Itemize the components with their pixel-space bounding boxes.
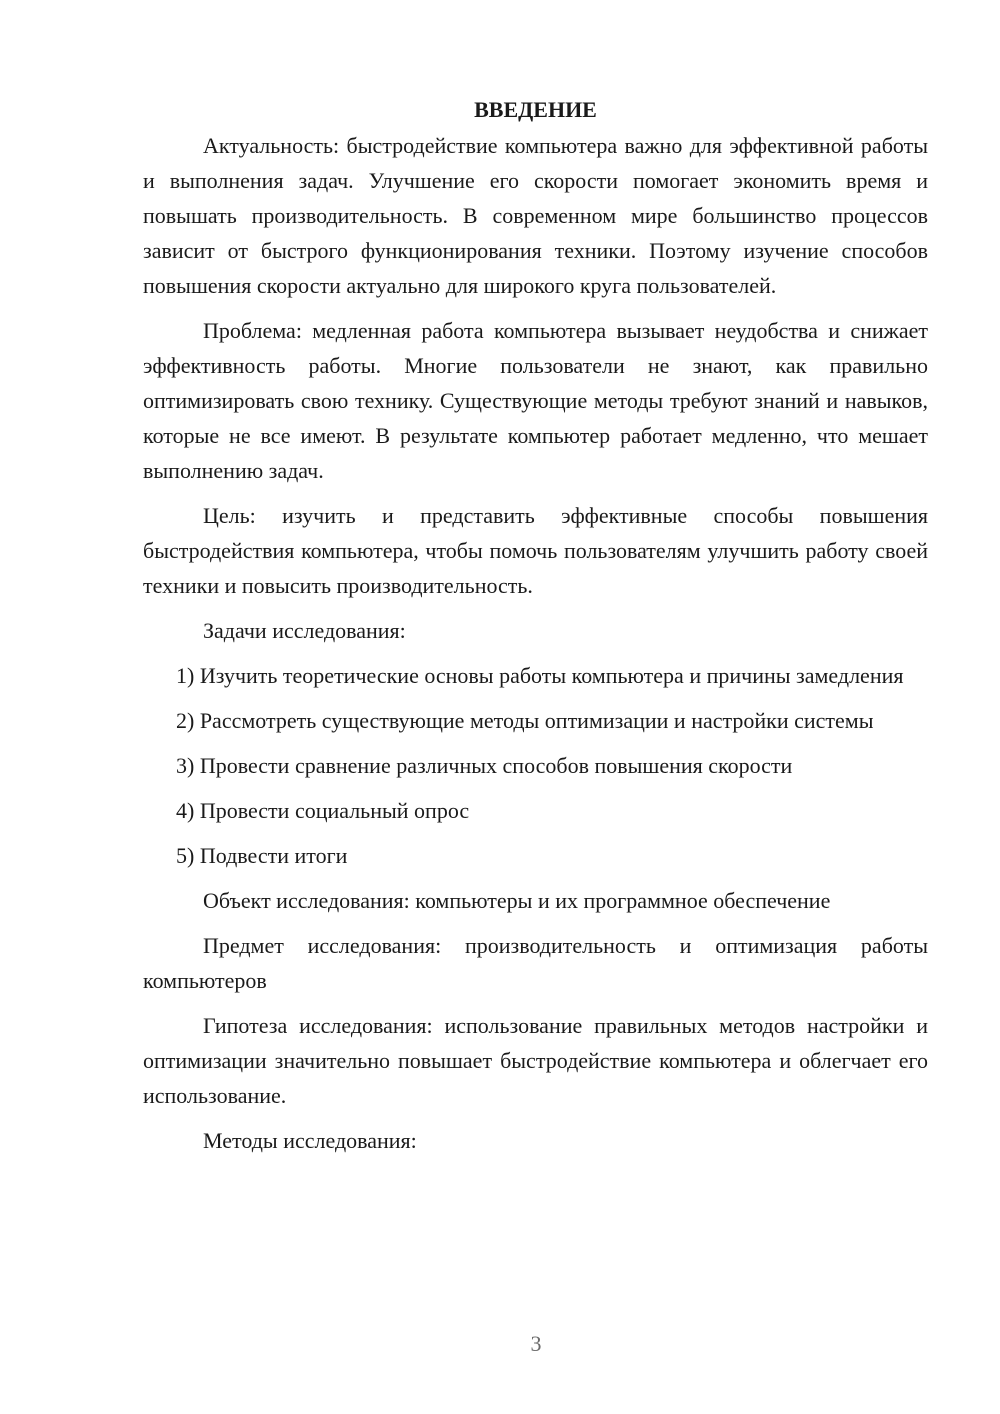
task-item-5: 5) Подвести итоги <box>176 843 348 868</box>
paragraph-problem: Проблема: медленная работа компьютера вызывает неудобства и снижает эффективность работы. Многие пользователи не знают, как правильно оптимизировать свою технику. Существующие методы требуют знаний и навыков, которые не все имеют. В результате компьютер работает медленно, что мешает выполнению задач. <box>143 318 928 483</box>
section-title: ВВЕДЕНИЕ <box>474 97 597 122</box>
methods-heading: Методы исследования: <box>203 1128 417 1153</box>
tasks-heading: Задачи исследования: <box>203 618 406 643</box>
task-item-3: 3) Провести сравнение различных способов повышения скорости <box>176 753 793 778</box>
task-item-4: 4) Провести социальный опрос <box>176 798 470 823</box>
task-item-2: 2) Рассмотреть существующие методы оптимизации и настройки системы <box>176 708 874 733</box>
paragraph-hypothesis: Гипотеза исследования: использование правильных методов настройки и оптимизации значительно повышает быстродействие компьютера и облегчает его использование. <box>143 1013 928 1108</box>
paragraph-relevance: Актуальность: быстродействие компьютера важно для эффективной работы и выполнения задач. Улучшение его скорости помогает экономить время и повышать производительность. В современном мире большинство процессов зависит от быстрого функционирования техники. Поэтому изучение способов повышения скорости актуально для широкого круга пользователей. <box>143 133 928 298</box>
paragraph-goal: Цель: изучить и представить эффективные способы повышения быстродействия компьютера, чтобы помочь пользователям улучшить работу своей техники и повысить производительность. <box>143 503 928 598</box>
paragraph-subject: Предмет исследования: производительность и оптимизация работы компьютеров <box>143 933 928 993</box>
document-page <box>143 92 928 1168</box>
page-number: 3 <box>530 1331 542 1356</box>
task-item-1: 1) Изучить теоретические основы работы компьютера и причины замедления <box>176 663 904 688</box>
paragraph-object: Объект исследования: компьютеры и их программное обеспечение <box>203 888 831 913</box>
